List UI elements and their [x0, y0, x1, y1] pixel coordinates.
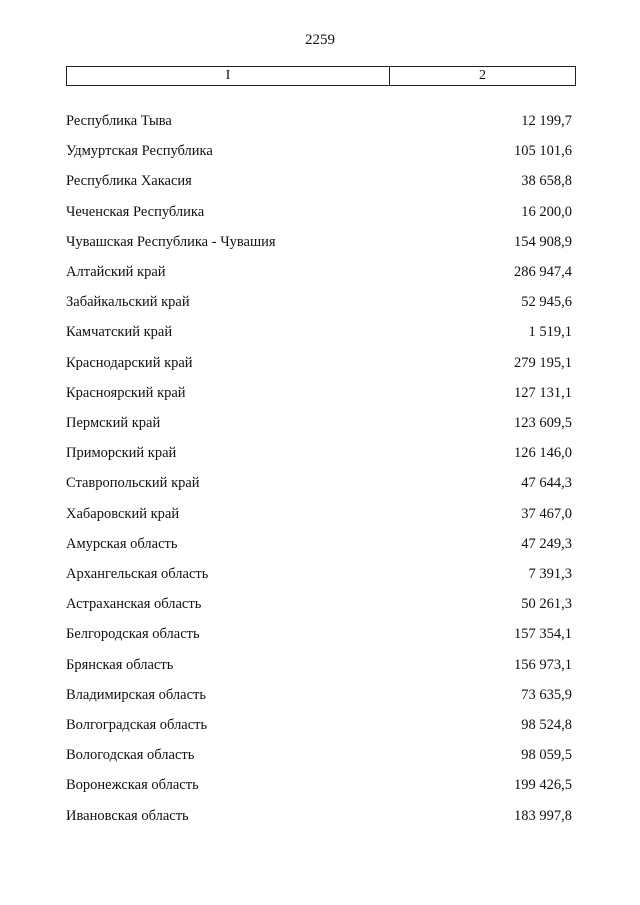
- region-value: 50 261,3: [521, 596, 572, 613]
- region-name: Владимирская область: [66, 686, 206, 703]
- table-row: [0, 472, 640, 494]
- region-name: Пермский край: [66, 415, 161, 431]
- table-row: [0, 684, 640, 706]
- header-column-2: 2: [479, 68, 486, 83]
- table-row: [0, 261, 640, 283]
- region-value: 127 131,1: [514, 384, 572, 401]
- region-name: Брянская область: [66, 656, 174, 673]
- region-value: 154 908,9: [514, 233, 572, 250]
- region-value: 12 199,7: [521, 113, 572, 129]
- table-row: [0, 231, 640, 253]
- region-name: Воронежская область: [66, 777, 199, 794]
- region-value: 38 658,8: [521, 173, 572, 190]
- region-value: 98 059,5: [521, 747, 572, 764]
- region-name: Вологодская область: [66, 747, 195, 764]
- table-row: [0, 623, 640, 645]
- region-name: Чувашская Республика - Чувашия: [66, 233, 276, 250]
- region-value: 1 519,1: [528, 324, 572, 341]
- region-value: 37 467,0: [521, 505, 572, 522]
- table-row: [0, 654, 640, 676]
- region-name: Хабаровский край: [66, 505, 180, 522]
- region-name: Приморский край: [66, 445, 177, 462]
- table-row: [0, 352, 640, 374]
- table-row: [0, 382, 640, 404]
- region-name: Белгородская область: [66, 626, 200, 643]
- table-row: [0, 805, 640, 827]
- table-row: [0, 503, 640, 525]
- region-name: Архангельская область: [66, 566, 209, 582]
- table-header: [66, 66, 576, 86]
- region-value: 157 354,1: [514, 626, 572, 643]
- region-value: 279 195,1: [514, 354, 572, 371]
- region-value: 47 249,3: [521, 535, 572, 552]
- header-column-1: I: [67, 67, 390, 85]
- region-value: 123 609,5: [514, 415, 572, 431]
- table-row: [0, 321, 640, 343]
- table-row: [0, 593, 640, 615]
- region-name: Красноярский край: [66, 384, 186, 401]
- region-value: 286 947,4: [514, 264, 572, 280]
- table-row: [0, 442, 640, 464]
- region-name: Республика Хакасия: [66, 173, 192, 190]
- table-row: [0, 201, 640, 223]
- region-value: 183 997,8: [514, 807, 572, 824]
- region-name: Волгоградская область: [66, 717, 208, 733]
- region-value: 52 945,6: [521, 294, 572, 311]
- region-name: Астраханская область: [66, 596, 202, 613]
- table-row: [0, 110, 640, 132]
- region-value: 73 635,9: [521, 686, 572, 703]
- table-row: [0, 140, 640, 162]
- region-value: 126 146,0: [514, 445, 572, 462]
- region-value: 7 391,3: [528, 566, 572, 582]
- region-name: Алтайский край: [66, 264, 166, 280]
- table-row: [0, 291, 640, 313]
- region-name: Чеченская Республика: [66, 203, 205, 220]
- region-name: Камчатский край: [66, 324, 173, 341]
- region-value: 47 644,3: [521, 475, 572, 492]
- table-row: [0, 774, 640, 796]
- region-value: 156 973,1: [514, 656, 572, 673]
- region-name: Республика Тыва: [66, 113, 172, 129]
- table-row: [0, 744, 640, 766]
- region-name: Удмуртская Республика: [66, 143, 213, 160]
- region-name: Забайкальский край: [66, 294, 190, 311]
- region-value: 105 101,6: [514, 143, 572, 160]
- region-name: Ставропольский край: [66, 475, 200, 492]
- table-row: [0, 714, 640, 736]
- page-number: 2259: [305, 32, 335, 48]
- region-value: 199 426,5: [514, 777, 572, 794]
- table-row: [0, 563, 640, 585]
- table-row: [0, 170, 640, 192]
- region-name: Амурская область: [66, 535, 178, 552]
- region-value: 98 524,8: [521, 717, 572, 733]
- region-value: 16 200,0: [521, 203, 572, 220]
- region-name: Ивановская область: [66, 807, 189, 824]
- table-row: [0, 533, 640, 555]
- table-row: [0, 412, 640, 434]
- region-name: Краснодарский край: [66, 354, 193, 371]
